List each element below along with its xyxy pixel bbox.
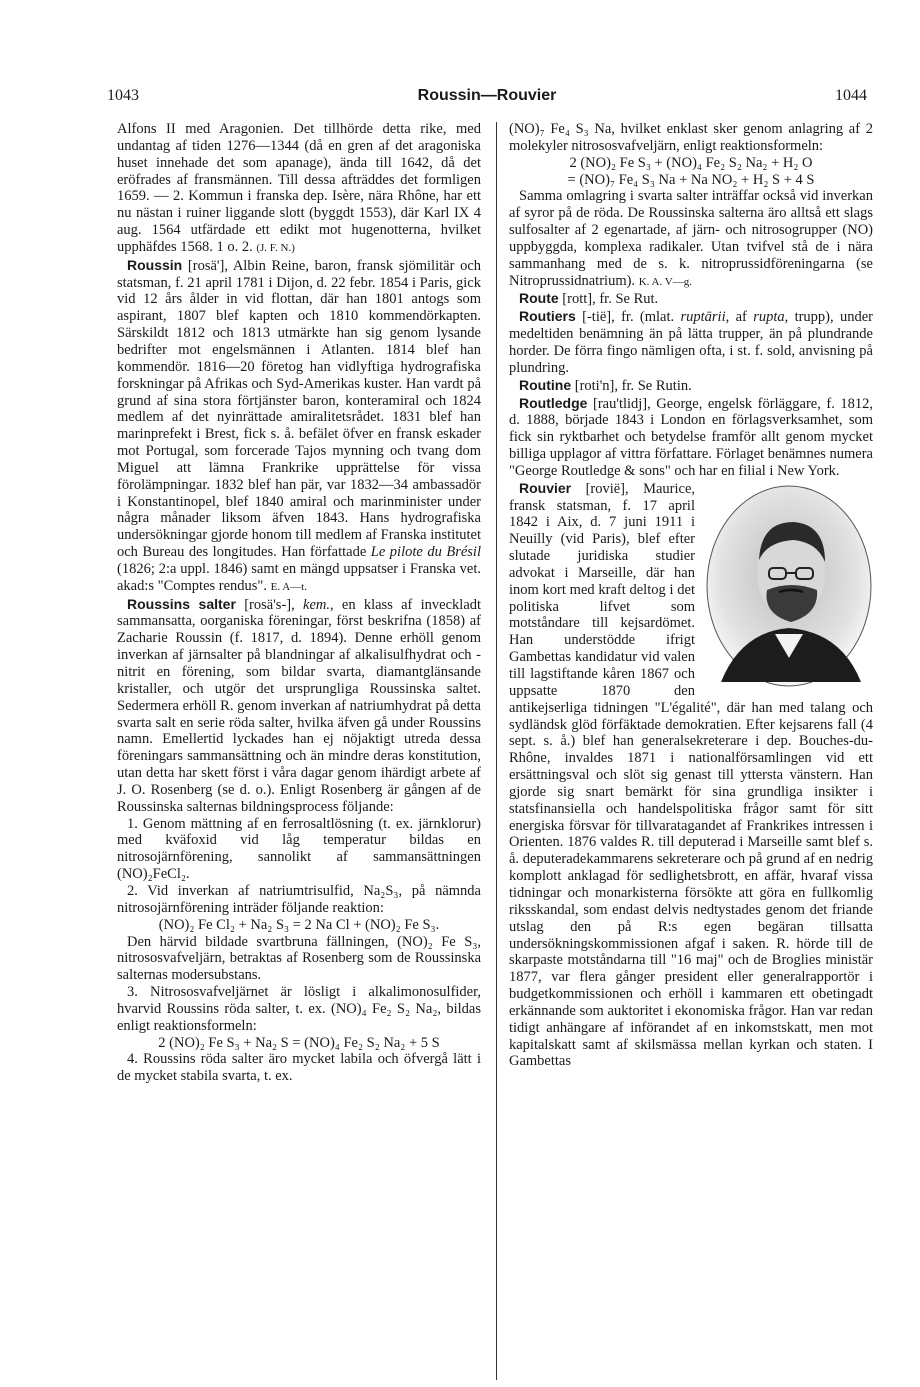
step-2: 2. Vid inverkan af natriumtrisulfid, Na₂S₃, på nämnda nitrosojärnförening inträder följande reaktion:: [117, 882, 481, 916]
step-2-continued: Den härvid bildade svartbruna fällningen, (NO)₂ Fe S₃, nitrososvafveljärn, betraktas af Rosenberg som de Roussinska salternas modersubstans.: [117, 933, 481, 984]
step-4: 4. Roussins röda salter äro mycket labila och öfvergå lätt i de mycket stabila svarta, t. ex.: [117, 1051, 481, 1085]
author-signature: (J. F. N.): [256, 241, 295, 254]
equation: (NO)₂ Fe Cl₂ + Na₂ S₃ = 2 Na Cl + (NO)₂ Fe S₃.: [158, 916, 440, 933]
work-title: Le pilote du Brésil: [370, 544, 481, 561]
equation: = (NO)₇ Fe₄ S₃ Na + Na NO₂ + H₂ S + 4 S: [567, 171, 815, 188]
entry-headword: Routledge: [519, 394, 588, 411]
entry-routledge: Routledge [rau'tlidj], George, engelsk förläggare, f. 1812, d. 1888, började 1843 i London en förlagsverksamhet, som fick sin ryktbarhet och betydelse framför allt genom mycket billiga upplagor af vittra författare. Förlaget benämnes numera "George Routledge & sons" och har en filial i New York.: [509, 394, 873, 479]
equation: 2 (NO)₂ Fe S₃ + (NO)₄ Fe₂ S₂ Na₂ + H₂ O: [569, 154, 813, 171]
author-signature: K. A. V—g.: [638, 275, 692, 288]
entry-routine: Routine [roti'n], fr. Se Rutin.: [519, 376, 692, 394]
entry-roussins-salter: Roussins salter [rosä's-], kem., en klass af inveckladt sammansatta, oorganiska föreningar, först beskrifna (1858) af Zacharie Roussin (f. 1817, d. 1894). Denne erhöll genom inverkan af järnsalter på blandningar af alkalisulfhydrat och -nitrit en förening, som bildar svarta, diamantglänsande kristaller, och utgör det ursprungliga Roussinska saltet. Sedermera erhöll R. genom inverkan af natriumhydrat på detta svarta salt en serie röda salter, hvilka äfven gå under Roussins namn. Emellertid lyckades han ej nöjaktigt utreda dessa föreningars sammansättning och än mindre deras konstitution, utan detta har skett först i våra dagar genom ihärdigt arbete af J. O. Rosenberg (se d. o.). Enligt Rosenberg är gången af de Roussinska salternas bildningsprocess följande:: [117, 595, 482, 815]
equation: 2 (NO)₂ Fe S₃ + Na₂ S = (NO)₄ Fe₂ S₂ Na₂ + 5 S: [158, 1034, 440, 1051]
page-number-left: 1043: [107, 87, 139, 104]
portrait-rouvier: [701, 482, 873, 688]
entry-headword: Rouvier: [519, 479, 572, 496]
entry-headword: Routine: [519, 376, 572, 393]
running-title: Roussin—Rouvier: [417, 87, 557, 104]
entry-routiers: Routiers [-tië], fr. (mlat. ruptārii, af rupta, trupp), under medeltiden benämning än på lätta trupper, än på plundrande horder. De förra fingo nämligen ofta, i st. f. sold, anvisning på plundring.: [509, 308, 873, 376]
right-column: [509, 121, 873, 1070]
paragraph-salter-summary: Samma omlagring i svarta salter inträffar också vid inverkan af syror på de röda. De Roussinska salterna äro alltså ett slags sulfosalter af 2 egenartade, af järn- och nitrosogrupper (NO) uppbyggda, komplexa radikaler. Utan tvifvel stå de i nära sammanhang med de s. k. nitroprussidföreningarna (se Nitroprussidnatrium). K. A. V—g.: [509, 188, 873, 289]
page-header: [107, 87, 867, 111]
portrait-image: [701, 482, 873, 688]
step-3: 3. Nitrososvafveljärnet är lösligt i alkalimonosulfider, hvarvid Roussins röda salter, t. ex. (NO)₄ Fe₂ S₂ Na₂, bildas enligt reaktionsformeln:: [117, 984, 481, 1034]
paragraph-alfons: Alfons II med Aragonien. Det tillhörde detta rike, med undantag af tiden 1276—1344 (då en gren af det aragoniska huset innehade det som apanage), ända till 1642, då det eröfrades af fransmännen. Till dessa afträddes det formligen 1659. — 2. Kommun i franska dep. Isère, nära Rhône, har ett nu nästan i ruiner liggande slott (byggdt 1553), där Karl IX 4 aug. 1564 utfärdade ett edikt mot hugenotterna, hvilket upphäfdes 1568. 1 o. 2. (J. F. N.): [117, 121, 481, 255]
subject-abbreviation: kem.: [303, 596, 330, 613]
entry-headword: Roussins salter: [127, 595, 236, 612]
author-signature: E. A—t.: [270, 580, 307, 593]
entry-headword: Roussin: [127, 256, 183, 273]
entry-rouvier: Rouvier [rovië], Maurice, fransk statsman, f. 17 april 1842 i Aix, d. 7 juni 1911 i Neuilly (vid Paris), blef efter slutade juridiska studier advokat i Marseille, där han inom kort med kraft deltog i det politiska lifvet som motståndare till kejsardömet. Han understödde ifrigt Gambettas kandidatur vid valen till lagstiftande kåren 1867 och uppsatte 1870 den antikejserliga tidningen "L'égalité", där han med talang och sydländsk glöd förfäktade demokratien. Efter kejsarens fall (4 sept. s. å.) blef han generalsekreterare i dep. Bouches-du-Rhône, invaldes 1871 i nationalförsamlingen vid ett ersättningsval och slöt sig genast till yttersta vänstern. Han gjorde sig snart bemärkt för sina grundliga insikter i statsfinansiella och handelspolitiska frågor samt för sitt energiska försvar för tillvaratagandet af Frankrikes intressen i Orienten. 1876 valdes R. till deputerad i Marseille samt blef s. å. deputeradekammarens sekreterare och på grund af en nedrig komplott anklagad för sedlighetsbrott, en affär, hvaraf vissa tidningar och monarkisterna försökte att göra en fullkomlig riksskandal, som endast delvis nedtystades genom det friande utslag den på R:s egen begäran tillsatta undersökningskommissionen afgaf i saken. R. hörde till de skarpaste motståndarna till "16 maj" och de Broglies ministär 1877, var flera gånger president eller generalrapportör i budgetkommissionen och erhöll i kammaren ett obetingadt erkännande som auktoritet i ekonomiska frågor. Han var redan tidigt anhängare af införandet af en inkomstskatt, men mot kapitalskatt samt af skilsmässa mellan kyrkan och staten. I Gambettas: [509, 479, 873, 1070]
entry-headword: Routiers: [519, 308, 576, 325]
entry-headword: Route: [519, 290, 559, 307]
page-number-right: 1044: [835, 87, 867, 104]
step-1: 1. Genom mättning af en ferrosaltlösning (t. ex. järnklorur) med kväfoxid vid låg temperatur bildas en nitrosojärnförening, sannolikt af sammansättningen (NO)₂FeCl₂.: [117, 815, 481, 883]
column-divider: [496, 122, 497, 1380]
entry-route: Route [rott], fr. Se Rut.: [519, 290, 659, 308]
entry-roussin: Roussin [rosä'], Albin Reine, baron, fransk sjömilitär och statsman, f. 21 april 1781 i Dijon, d. 22 febr. 1854 i Paris, gick vid 12 års ålder in vid flottan, där han 1801 antogs som aspirant, 1807 blef kapten och 1810 kommendörkapten. Särskildt 1812 och 1813 utmärkte han sig genom lysande bedrifter mot engelsmännen i Atlanten. 1814 blef han kommendör. 1816—20 företog han vidlyftiga hydrografiska forskningar på Afrikas och Syd-Amerikas kuster. Han vardt på grund af sina stora förtjänster baron, konteramiral och 1824 medlem af det nyinrättade amiralitetsrådet. 1831 blef han marinprefekt i Brest, fick s. å. befälet öfver en fransk eskader mot Portugal, som forcerade Tajos mynning och tvang dom Miguel att lämna Frankrike upprättelse för vissa förolämpningar. 1832 blef han pär, var 1832—34 ambassadör i Konstantinopel, blef 1840 amiral och marinminister under några månader liksom äfven 1843. Hans hydrografiska undersökningar gjorde honom till medlem af Franska institutet och Bureau des longitudes. Han författade Le pilote du Brésil (1826; 2:a uppl. 1846) samt en mängd uppsatser i Franska vet. akad:s "Comptes rendus". E. A—t.: [117, 256, 482, 594]
left-column: [117, 121, 481, 1085]
paragraph-continued: (NO)₇ Fe₄ S₃ Na, hvilket enklast sker genom anlagring af 2 molekyler nitrososvafveljärn, enligt reaktionsformeln:: [509, 121, 873, 154]
